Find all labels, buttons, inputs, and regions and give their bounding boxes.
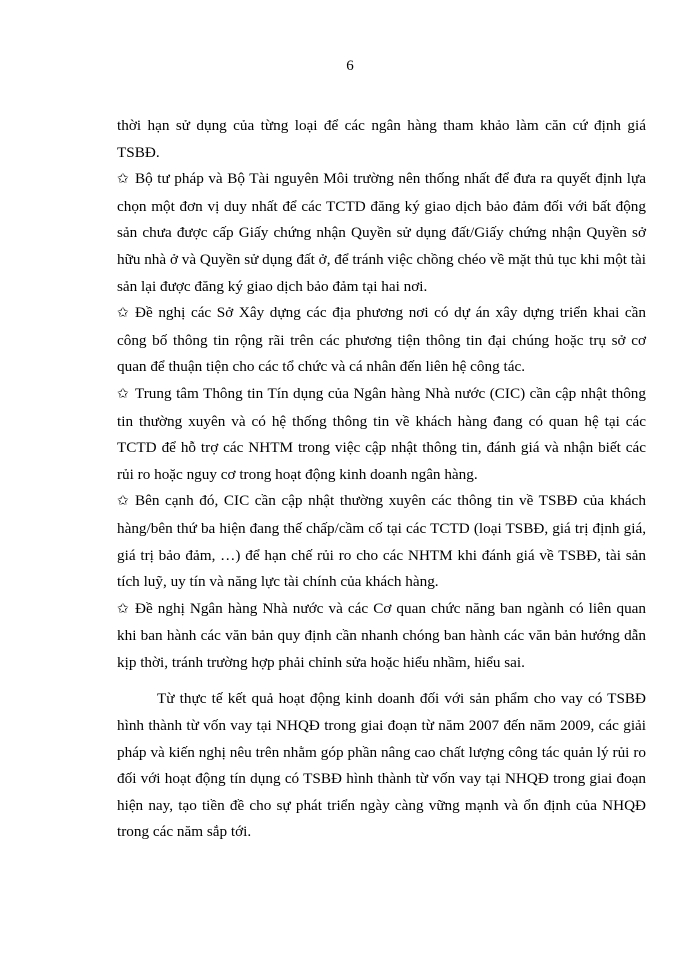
bullet-paragraph	[117, 596, 646, 677]
paragraph-text: thời hạn sử dụng của từng loại để các ngân hàng tham khảo làm căn cứ định giá TSBĐ.	[117, 117, 646, 161]
paragraph-text: Đề nghị các Sở Xây dựng các địa phương nơi có dự án xây dựng triển khai cần công bố thông tin rộng rãi trên các phương tiện thông tin đại chúng hoặc trụ sở cơ quan để thuận tiện cho các tổ chức và cá nhân đến liên hệ công tác.	[117, 304, 646, 376]
star-bullet-icon: ✩	[117, 601, 129, 617]
paragraph-text: Đề nghị Ngân hàng Nhà nước và các Cơ quan chức năng ban ngành có liên quan khi ban hành các văn bản quy định cần nhanh chóng ban hành các văn bản hướng dẫn kịp thời, tránh trường hợp phải chỉnh sửa hoặc hiểu nhầm, hiểu sai.	[117, 599, 646, 671]
star-bullet-icon: ✩	[117, 494, 129, 510]
paragraph-continuation	[117, 113, 646, 166]
paragraph-text: Bộ tư pháp và Bộ Tài nguyên Môi trường nên thống nhất để đưa ra quyết định lựa chọn một đơn vị duy nhất để các TCTD đăng ký giao dịch bảo đảm đối với bất động sản chưa được cấp Giấy chứng nhận Quyền sử dụng đất/Giấy chứng nhận Quyền sở hữu nhà ở và Quyền sử dụng đất ở, để tránh việc chồng chéo về mặt thủ tục khi một tài sản lại được đăng ký giao dịch bảo đảm tại hai nơi.	[117, 170, 646, 295]
paragraph-text: Trung tâm Thông tin Tín dụng của Ngân hàng Nhà nước (CIC) cần cập nhật thông tin thường xuyên và có hệ thống thông tin về khách hàng đang có quan hệ tại các TCTD để hỗ trợ các NHTM trong việc cập nhật thông tin, đánh giá và nhận biết các rủi ro hoặc nguy cơ trong hoạt động kinh doanh ngân hàng.	[117, 384, 646, 483]
bullet-paragraph	[117, 300, 646, 381]
star-bullet-icon: ✩	[117, 306, 129, 322]
star-bullet-icon: ✩	[117, 172, 129, 188]
star-bullet-icon: ✩	[117, 386, 129, 402]
page-number: 6	[346, 58, 354, 74]
paragraph-text: Bên cạnh đó, CIC cần cập nhật thường xuyên các thông tin về TSBĐ của khách hàng/bên thứ ba hiện đang thế chấp/cầm cố tại các TCTD (loại TSBĐ, giá trị định giá, giá trị bảo đảm, …) để hạn chế rủi ro cho các NHTM khi đánh giá về TSBĐ, tài sản tích luỹ, uy tín và năng lực tài chính của khách hàng.	[117, 492, 646, 591]
bullet-paragraph	[117, 166, 646, 300]
bullet-paragraph	[117, 381, 646, 488]
paragraph-text: Từ thực tế kết quả hoạt động kinh doanh đối với sản phẩm cho vay có TSBĐ hình thành từ vốn vay tại NHQĐ trong giai đoạn từ năm 2007 đến năm 2009, các giải pháp và kiến nghị nêu trên nhằm góp phần nâng cao chất lượng công tác quản lý rủi ro đối với hoạt động tín dụng có TSBĐ hình thành từ vốn vay tại NHQĐ trong giai đoạn hiện nay, tạo tiền đề cho sự phát triển ngày càng vững mạnh và ổn định của NHQĐ trong các năm sắp tới.	[117, 690, 646, 841]
conclusion-paragraph	[117, 686, 646, 846]
bullet-paragraph	[117, 488, 646, 595]
document-body	[117, 113, 646, 846]
